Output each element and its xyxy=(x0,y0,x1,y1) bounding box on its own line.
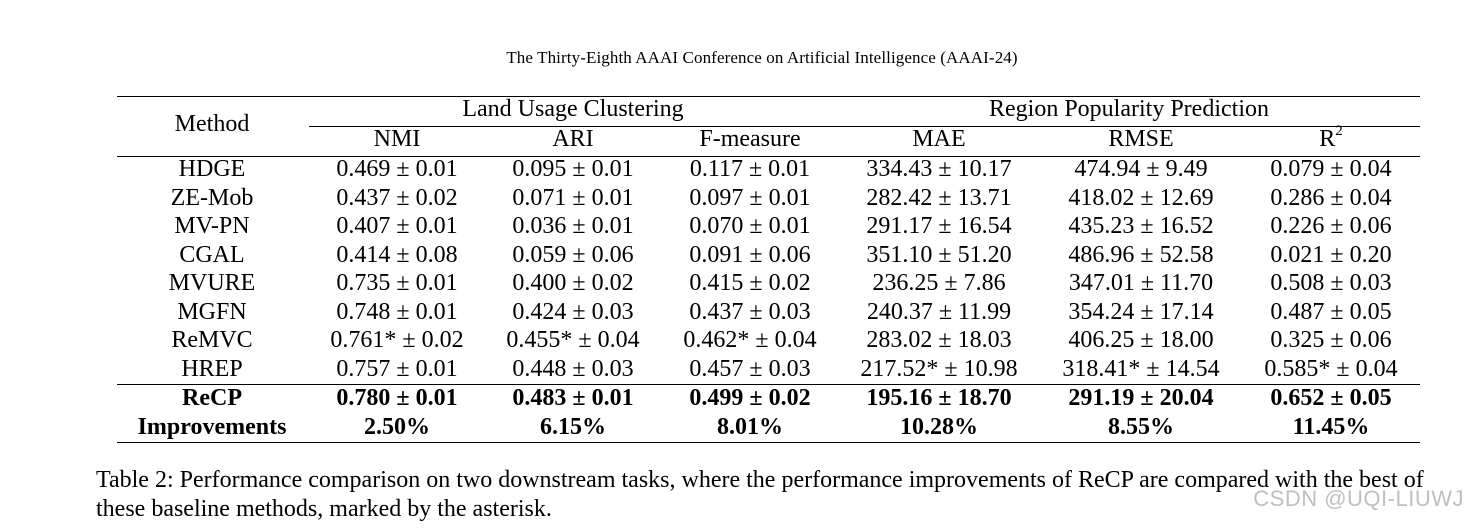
metric-value-cell: 0.091 ± 0.06 xyxy=(689,241,811,268)
metric-value-cell-bold: 8.55% xyxy=(1108,413,1174,440)
metric-value-cell: 435.23 ± 16.52 xyxy=(1068,213,1214,239)
group-header-land-usage: Land Usage Clustering xyxy=(462,96,684,122)
metric-value-cell-bold: 291.19 ± 20.04 xyxy=(1068,385,1214,411)
metric-value-cell: 0.097 ± 0.01 xyxy=(689,184,811,211)
metric-value-cell: 0.424 ± 0.03 xyxy=(512,298,634,325)
bottom-rule xyxy=(117,442,1420,443)
metric-value-cell-bold: 6.15% xyxy=(540,413,606,440)
metric-value-cell: 0.071 ± 0.01 xyxy=(512,184,634,211)
metric-value-cell: 0.414 ± 0.08 xyxy=(336,241,458,268)
metric-value-cell: 347.01 ± 11.70 xyxy=(1068,270,1214,296)
metric-value-cell: 0.748 ± 0.01 xyxy=(336,298,458,325)
method-name-cell: ZE-Mob xyxy=(170,184,254,211)
method-name-cell: MGFN xyxy=(177,298,247,325)
method-name-cell: ReMVC xyxy=(171,327,253,353)
metric-value-cell: 0.487 ± 0.05 xyxy=(1270,298,1392,325)
column-header-r2: $R^2$ xyxy=(1319,123,1343,152)
metric-value-cell: 0.325 ± 0.06 xyxy=(1270,327,1392,353)
column-header-rmse: RMSE xyxy=(1108,126,1174,152)
metric-value-cell: 0.761* ± 0.02 xyxy=(330,327,464,353)
metric-value-cell: 0.437 ± 0.02 xyxy=(336,184,458,211)
metric-value-cell: 291.17 ± 16.54 xyxy=(866,213,1012,239)
metric-value-cell: 217.52* ± 10.98 xyxy=(860,355,1018,382)
method-name-cell-bold: Improvements xyxy=(137,413,287,440)
metric-value-cell-bold: 0.780 ± 0.01 xyxy=(336,385,458,411)
metric-value-cell-bold: 0.652 ± 0.05 xyxy=(1270,385,1392,411)
metric-value-cell: 0.415 ± 0.02 xyxy=(689,270,811,296)
metric-value-cell: 0.407 ± 0.01 xyxy=(336,213,458,239)
metric-value-cell: 354.24 ± 17.14 xyxy=(1068,298,1214,325)
metric-value-cell: 283.02 ± 18.03 xyxy=(866,327,1012,353)
metric-value-cell: 334.43 ± 10.17 xyxy=(866,156,1012,182)
metric-value-cell-bold: 0.499 ± 0.02 xyxy=(689,385,811,411)
table-caption: Table 2: Performance comparison on two downstream tasks, where the performance improvements of ReCP are compared with the best of these baseline methods, marked by the asterisk. xyxy=(96,467,1424,522)
metric-value-cell: 0.117 ± 0.01 xyxy=(689,156,811,182)
r2-superscript: 2 xyxy=(1335,123,1343,139)
metric-value-cell: 0.070 ± 0.01 xyxy=(689,213,811,239)
metric-value-cell: 0.448 ± 0.03 xyxy=(512,355,634,382)
metric-value-cell: 240.37 ± 11.99 xyxy=(866,298,1012,325)
metric-value-cell: 351.10 ± 51.20 xyxy=(866,241,1012,268)
metric-value-cell: 0.455* ± 0.04 xyxy=(506,327,640,353)
column-header-mae: MAE xyxy=(912,126,966,152)
method-header: Method xyxy=(174,111,250,137)
metric-value-cell: 0.457 ± 0.03 xyxy=(689,355,811,382)
metric-value-cell: 0.226 ± 0.06 xyxy=(1270,213,1392,239)
metric-value-cell: 318.41* ± 14.54 xyxy=(1062,355,1220,382)
method-name-cell: MVURE xyxy=(168,270,256,296)
metric-value-cell: 236.25 ± 7.86 xyxy=(872,270,1006,296)
method-name-cell: HDGE xyxy=(178,156,246,182)
metric-value-cell: 0.462* ± 0.04 xyxy=(683,327,817,353)
metric-value-cell: 0.059 ± 0.06 xyxy=(512,241,634,268)
metric-value-cell: 0.585* ± 0.04 xyxy=(1264,355,1398,382)
metric-value-cell: 0.036 ± 0.01 xyxy=(512,213,634,239)
metric-value-cell: 0.286 ± 0.04 xyxy=(1270,184,1392,211)
metric-value-cell-bold: 2.50% xyxy=(364,413,430,440)
method-name-cell-bold: ReCP xyxy=(182,385,242,411)
metric-value-cell: 0.508 ± 0.03 xyxy=(1270,270,1392,296)
group-header-rule xyxy=(309,126,1420,127)
conference-header: The Thirty-Eighth AAAI Conference on Artificial Intelligence (AAAI-24) xyxy=(506,48,1018,67)
metric-value-cell: 0.400 ± 0.02 xyxy=(512,270,634,296)
metric-value-cell-bold: 10.28% xyxy=(900,413,978,440)
metric-value-cell: 418.02 ± 12.69 xyxy=(1068,184,1214,211)
metric-value-cell-bold: 195.16 ± 18.70 xyxy=(866,385,1012,411)
metric-value-cell: 406.25 ± 18.00 xyxy=(1068,327,1214,353)
watermark: CSDN @UQI-LIUWJ xyxy=(1253,486,1464,511)
metric-value-cell-bold: 11.45% xyxy=(1292,413,1370,440)
metric-value-cell: 0.757 ± 0.01 xyxy=(336,355,458,382)
method-name-cell: CGAL xyxy=(179,241,245,268)
metric-value-cell: 282.42 ± 13.71 xyxy=(866,184,1012,211)
metric-value-cell: 0.469 ± 0.01 xyxy=(336,156,458,182)
metric-value-cell: 486.96 ± 52.58 xyxy=(1068,241,1214,268)
metric-value-cell: 0.437 ± 0.03 xyxy=(689,298,811,325)
metric-value-cell: 0.735 ± 0.01 xyxy=(336,270,458,296)
metric-value-cell-bold: 8.01% xyxy=(717,413,783,440)
metric-value-cell-bold: 0.483 ± 0.01 xyxy=(512,385,634,411)
method-name-cell: MV-PN xyxy=(174,213,250,239)
group-header-region-popularity: Region Popularity Prediction xyxy=(989,96,1269,122)
method-name-cell: HREP xyxy=(181,355,243,382)
metric-value-cell: 0.095 ± 0.01 xyxy=(512,156,634,182)
column-header-ari: ARI xyxy=(552,126,594,152)
metric-value-cell: 474.94 ± 9.49 xyxy=(1074,156,1208,182)
metric-value-cell: 0.021 ± 0.20 xyxy=(1270,241,1392,268)
column-header-f-measure: F-measure xyxy=(699,126,801,152)
metric-value-cell: 0.079 ± 0.04 xyxy=(1270,156,1392,182)
column-header-nmi: NMI xyxy=(373,126,421,152)
